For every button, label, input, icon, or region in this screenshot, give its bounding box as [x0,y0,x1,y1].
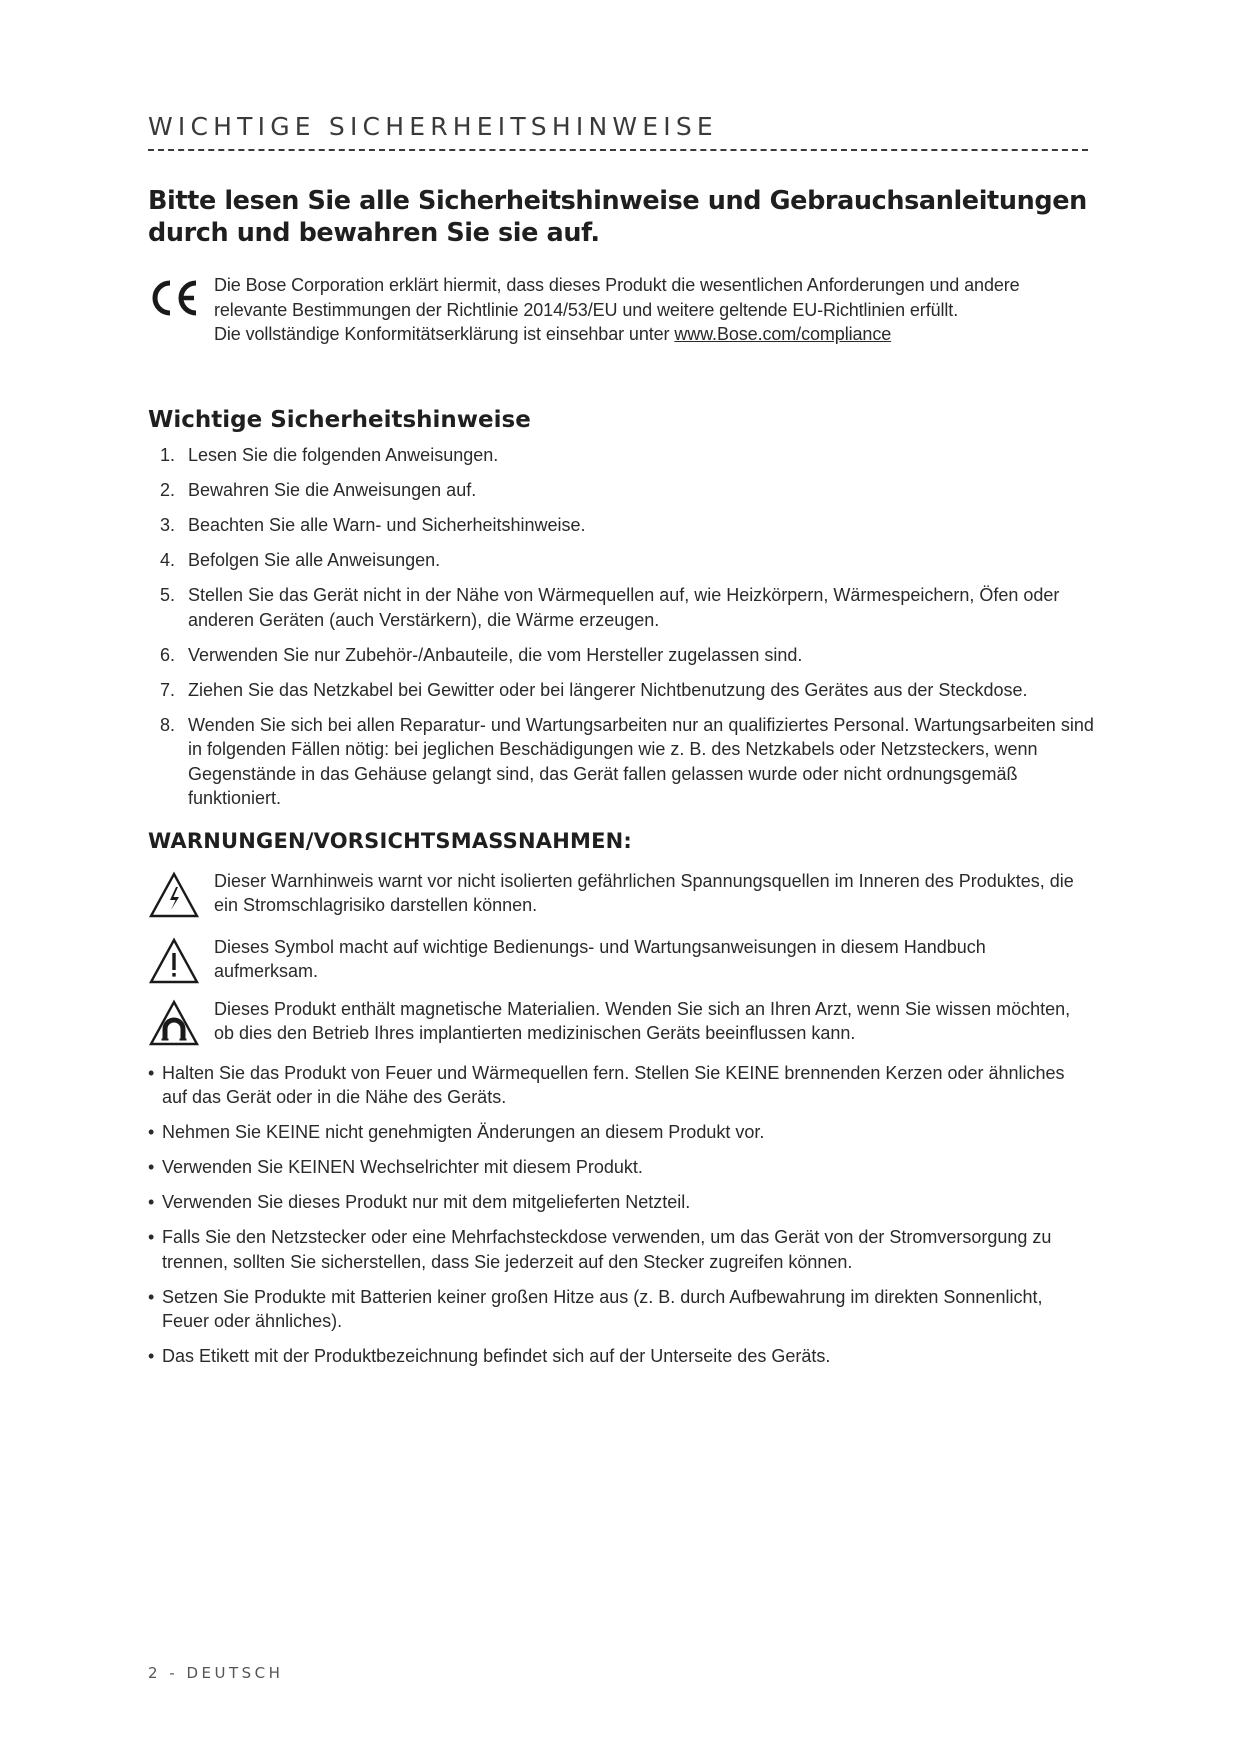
list-number: 8. [160,714,176,735]
bullet-marker: • [148,1346,155,1366]
list-item-text: Lesen Sie die folgenden Anweisungen. [188,445,499,465]
list-number: 3. [160,515,176,535]
list-item [148,1225,1082,1274]
warning-symbol-text: Dieses Produkt enthält magnetische Materialien. Wenden Sie sich an Ihren Arzt, wenn Sie wissen möchten, ob dies den Betrieb Ihres implantierten medizinischen Geräts beeinflussen kann. [214,998,1071,1043]
list-number: 7. [160,679,176,700]
list-item [148,1190,1082,1215]
list-item-text: Ziehen Sie das Netzkabel bei Gewitter oder bei längerer Nichtbenutzung des Gerätes aus der Steckdose. [188,679,1028,700]
list-number: 6. [160,644,176,665]
ce-line-3 [214,322,1094,347]
list-number: 2. [160,480,176,500]
ce-mark-icon [148,278,200,323]
list-item [148,443,1108,468]
list-item [148,643,1108,668]
list-item [148,1061,1082,1110]
list-item-text: Stellen Sie das Gerät nicht in der Nähe von Wärmequellen auf, wie Heizkörpern, Wärmespeichern, Öfen oder anderen Geräten (auch Verstärkern), die Wärme erzeugen. [188,585,1060,630]
list-item [148,1155,1082,1180]
list-item-text: Befolgen Sie alle Anweisungen. [188,550,441,570]
warning-symbol-text: Dieses Symbol macht auf wichtige Bedienungs- und Wartungsanweisungen in diesem Handbuch aufmerksam. [214,936,986,981]
list-item-text: Bewahren Sie die Anweisungen auf. [188,480,477,500]
warning-symbol-row [148,997,1088,1049]
safety-instructions-list [148,443,1094,811]
list-item [148,1120,1082,1145]
bullet-marker: • [148,1286,155,1307]
list-item [148,1285,1082,1334]
list-item-text: Verwenden Sie nur Zubehör-/Anbauteile, die vom Hersteller zugelassen sind. [188,644,803,665]
page-footer: 2 - DEUTSCH [148,1664,284,1682]
list-item [148,478,1108,503]
ce-declaration-text [214,273,1094,347]
list-item-text: Verwenden Sie dieses Produkt nur mit dem mitgelieferten Netzteil. [162,1192,691,1212]
lightning-warning-icon [148,871,200,926]
bullet-marker: • [148,1192,155,1212]
warnings-heading: WARNUNGEN/VORSICHTSMASSNAHMEN: [148,828,633,853]
list-item [148,678,1108,703]
ce-line-2: relevante Bestimmungen der Richtlinie 2014/53/EU und weitere geltende EU-Richtlinien erfüllt. [214,299,959,320]
list-item [148,548,1108,573]
safety-heading: Wichtige Sicherheitshinweise [148,407,531,433]
section-title: WICHTIGE SICHERHEITSHINWEISE [148,112,718,141]
list-item [148,513,1108,538]
warning-symbol-row [148,869,1088,921]
ce-line-1: Die Bose Corporation erklärt hiermit, dass dieses Produkt die wesentlichen Anforderungen und andere [214,275,1020,295]
exclamation-warning-icon [148,937,200,992]
warnings-bullet-list [148,1061,1088,1369]
list-item-text: Halten Sie das Produkt von Feuer und Wärmequellen fern. Stellen Sie KEINE brennenden Kerzen oder ähnliches auf das Gerät oder in die Nähe des Geräts. [162,1062,1065,1107]
dashed-divider [148,149,1088,151]
list-item-text: Verwenden Sie KEINEN Wechselrichter mit diesem Produkt. [162,1157,643,1177]
list-item-text: Nehmen Sie KEINE nicht genehmigten Änderungen an diesem Produkt vor. [162,1122,765,1142]
list-item-text: Setzen Sie Produkte mit Batterien keiner großen Hitze aus (z. B. durch Aufbewahrung im direkten Sonnenlicht, Feuer oder ähnliches). [162,1286,1043,1331]
list-item [148,583,1108,632]
list-number: 1. [160,445,176,465]
list-item-text: Beachten Sie alle Warn- und Sicherheitshinweise. [188,515,586,535]
list-item-text: Falls Sie den Netzstecker oder eine Mehrfachsteckdose verwenden, um das Gerät von der Stromversorgung zu trennen, sollten Sie sicherstellen, dass Sie jederzeit auf den Stecker zugreifen können. [162,1227,1052,1272]
warning-symbol-text: Dieser Warnhinweis warnt vor nicht isolierten gefährlichen Spannungsquellen im Inneren des Produktes, die ein Stromschlagrisiko darstellen können. [214,870,1074,915]
list-item [148,1344,1082,1369]
warning-symbol-row [148,935,1088,987]
bullet-marker: • [148,1227,155,1247]
intro-statement: Bitte lesen Sie alle Sicherheitshinweise und Gebrauchsanleitungen durch und bewahren Sie sie auf. [148,186,1087,248]
bullet-marker: • [148,1157,155,1177]
list-item-text: Das Etikett mit der Produktbezeichnung befindet sich auf der Unterseite des Geräts. [162,1346,831,1366]
list-item [148,713,1108,811]
list-number: 5. [160,585,176,605]
compliance-link[interactable]: www.Bose.com/compliance [674,324,892,344]
bullet-marker: • [148,1122,155,1142]
document-page [148,112,1094,1379]
bullet-marker: • [148,1062,155,1083]
list-number: 4. [160,550,176,570]
ce-declaration [148,273,1088,343]
list-item-text: Wenden Sie sich bei allen Reparatur- und Wartungsarbeiten nur an qualifiziertes Personal. Wartungsarbeiten sind in folgenden Fällen nötig: bei jeglichen Beschädigungen wie z. B. des Netzkabels oder Netzsteckers, wenn Gegenstände in das Gehäuse gelangt sind, das Gerät fallen gelassen wurde oder nicht ordnungsgemäß funktioniert. [188,714,1094,808]
magnet-warning-icon [148,999,200,1054]
ce-line-3-prefix: Die vollständige Konformitätserklärung ist einsehbar unter [214,324,675,344]
